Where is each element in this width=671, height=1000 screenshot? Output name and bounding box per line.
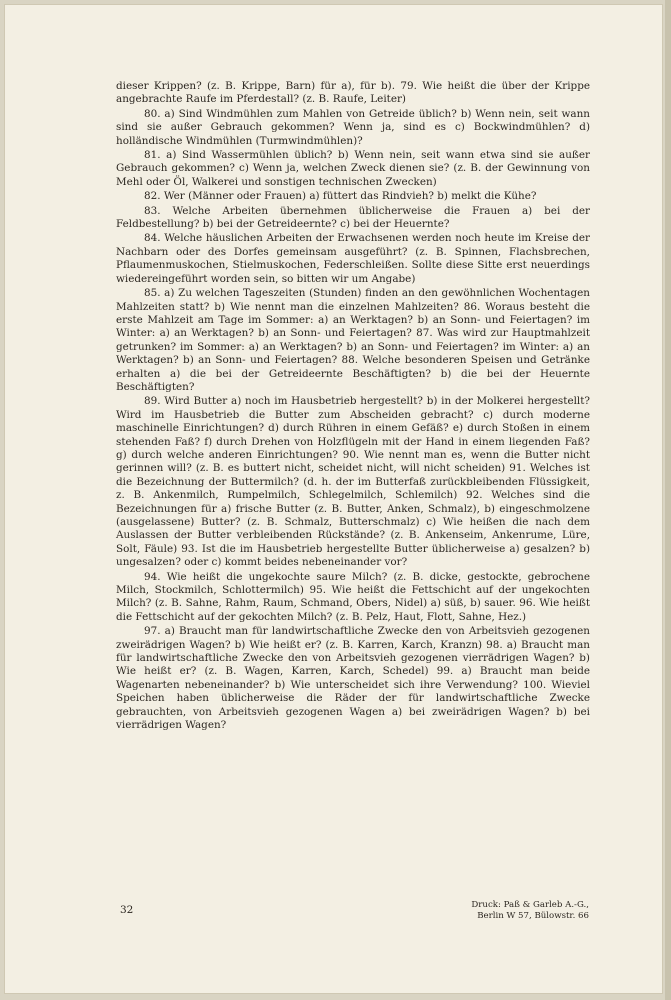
- printer-line-1: Druck: Paß & Garleb A.-G.,: [471, 900, 589, 910]
- paragraph-85-88: 85. a) Zu welchen Tageszeiten (Stunden) finden an den gewöhnlichen Wochentagen Mahlzeiten statt? b) Wie nennt man die einzelnen Mahlzeiten? 86. Woraus besteht die erste Mahlzeit am Tage im Sommer: a) an Werktagen? b) an Sonn- und Feiertagen? im Winter: a) an Werktagen? b) an Sonn- und Feiertagen? 87. Was wird zur Hauptmahlzeit getrunken? im Sommer: a) an Werktagen? b) an Sonn- und Feiertagen? im Winter: a) an Werktagen? b) an Sonn- und Feiertagen? 88. Welche besonderen Speisen und Getränke erhalten a) die bei der Getreideernte Beschäftigten? b) die bei der Heuernte Beschäftigten?: [116, 287, 590, 393]
- printer-line-2: Berlin W 57, Bülowstr. 66: [477, 911, 589, 921]
- page-edge: [665, 0, 671, 1000]
- paragraph-80: 80. a) Sind Windmühlen zum Mahlen von Getreide üblich? b) Wenn nein, seit wann sind sie außer Gebrauch gekommen? Wenn ja, sind es c) Bockwindmühlen? d) holländische Windmühlen (Turmwindmühlen)?: [116, 107, 590, 147]
- paragraph-89-93: 89. Wird Butter a) noch im Hausbetrieb hergestellt? b) in der Molkerei hergestellt? Wird im Hausbetrieb die Butter zum Abscheiden gebracht? c) durch moderne maschinelle Einrichtungen? d) durch Rühren in einem Gefäß? e) durch Stoßen in einem stehenden Faß? f) durch Drehen von Holzflügeln mit der Hand in einem liegenden Faß? g) durch welche anderen Einrichtungen? 90. Wie nennt man es, wenn die Butter nicht gerinnen will? (z. B. es buttert nicht, scheidet nicht, will nicht scheiden) 91. Welches ist die Bezeichnung der Buttermilch? (d. h. der im Butterfaß zurückbleibenden Flüssigkeit, z. B. Ankenmilch, Rumpelmilch, Schlegelmilch, Schlemilch) 92. Welches sind die Bezeichnungen für a) frische Butter (z. B. Butter, Anken, Schmalz), b) eingeschmolzene (ausgelassene) Butter? (z. B. Schmalz, Butterschmalz) c) Wie heißen die nach dem Auslassen der Butter verbleibenden Rückstände? (z. B. Ankenseim, Ankenrume, Lüre, Solt, Fäule) 93. Ist die im Hausbetrieb hergestellte Butter üblicherweise a) gesalzen? b) ungesalzen? oder c) kommt beides nebeneinander vor?: [116, 395, 590, 569]
- paragraph-97-100: 97. a) Braucht man für landwirtschaftliche Zwecke den von Arbeitsvieh gezogenen zweirädrigen Wagen? b) Wie heißt er? (z. B. Karren, Karch, Kranzn) 98. a) Braucht man für landwirtschaftliche Zwecke den von Arbeitsvieh gezogenen vierrädrigen Wagen? b) Wie heißt er? (z. B. Wagen, Karren, Karch, Schedel) 99. a) Braucht man beide Wagenarten nebeneinander? b) Wie unterscheidet sich ihre Verwendung? 100. Wieviel Speichen haben üblicherweise die Räder der für landwirtschaftliche Zwecke gebrauchten, von Arbeitsvieh gezogenen Wagen a) bei zweirädrigen Wagen? b) bei vierrädrigen Wagen?: [116, 625, 590, 732]
- document-page: [4, 4, 663, 994]
- printer-imprint: [444, 900, 589, 922]
- paragraph-79: dieser Krippen? (z. B. Krippe, Barn) für a), für b). 79. Wie heißt die über der Krippe angebrachte Raufe im Pferdestall? (z. B. Raufe, Leiter): [116, 80, 590, 106]
- paragraph-94-96: 94. Wie heißt die ungekochte saure Milch? (z. B. dicke, gestockte, gebrochene Milch, Stockmilch, Schlottermilch) 95. Wie heißt die Fettschicht auf der ungekochten Milch? (z. B. Sahne, Rahm, Raum, Schmand, Obers, Nidel) a) süß, b) sauer. 96. Wie heißt die Fettschicht auf der gekochten Milch? (z. B. Pelz, Haut, Flott, Sahne, Hez.): [116, 570, 590, 623]
- questionnaire-text: [116, 80, 590, 734]
- paragraph-83: 83. Welche Arbeiten übernehmen üblicherweise die Frauen a) bei der Feldbestellung? b) bei der Getreideernte? c) bei der Heuernte?: [116, 204, 590, 231]
- page-number: 32: [120, 904, 134, 916]
- paragraph-84: 84. Welche häuslichen Arbeiten der Erwachsenen werden noch heute im Kreise der Nachbarn oder des Dorfes gemeinsam ausgeführt? (z. B. Spinnen, Flachsbrechen, Pflaumenmuskochen, Stielmuskochen, Federschleißen. Sollte diese Sitte erst neuerdings wiedereingeführt worden sein, so bitten wir um Angabe): [116, 232, 590, 285]
- paragraph-82: 82. Wer (Männer oder Frauen) a) füttert das Rindvieh? b) melkt die Kühe?: [144, 190, 537, 203]
- paragraph-81: 81. a) Sind Wassermühlen üblich? b) Wenn nein, seit wann etwa sind sie außer Gebrauch gekommen? c) Wenn ja, welchen Zweck dienen sie? (z. B. der Gewinnung von Mehl oder Öl, Walkerei und sonstigen technischen Zwecken): [116, 149, 590, 188]
